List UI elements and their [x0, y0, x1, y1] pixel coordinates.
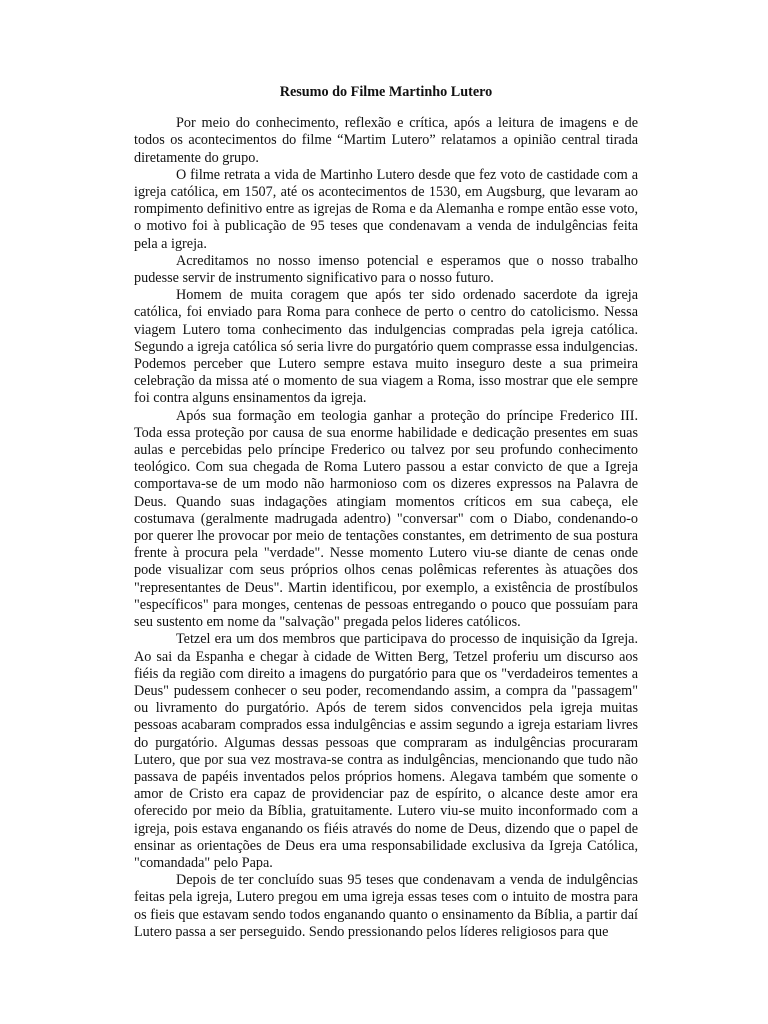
paragraph-intro: Por meio do conhecimento, reflexão e crítica, após a leitura de imagens e de todos os acontecimentos do filme “Martim Lutero” relatamos a opinião central tirada diretamente do grupo.: [134, 115, 638, 166]
paragraph-tetzel: Tetzel era um dos membros que participava do processo de inquisição da Igreja. Ao sai da Espanha e chegar à cidade de Witten Berg, Tetzel proferiu um discurso aos fiéis da região com direito a imagens do purgatório para que os "verdadeiros tementes a Deus" pudessem conhecer o seu poder, recomendando assim, a compra da "passagem" ou livramento do purgatório. Após de terem sidos convencidos pela igreja muitas pessoas acabaram comprados essa indulgências e assim segundo a igreja estariam livres do purgatório. Algumas dessas pessoas que compraram as indulgências procuraram Lutero, que por sua vez mostrava-se contra as indulgências, mencionando que tudo não passava de papéis inventados pelos próprios homens. Alegava também que somente o amor de Cristo era capaz de providenciar paz de espírito, o alcance deste amor era oferecido por meio da Bíblia, gratuitamente. Lutero viu-se muito inconformado com a igreja, pois estava enganando os fiéis através do nome de Deus, dizendo que o papel de ensinar as orientações de Deus era uma responsabilidade exclusiva da Igreja Católica, "comandada" pelo Papa.: [134, 631, 638, 871]
paragraph-rome-journey: Homem de muita coragem que após ter sido ordenado sacerdote da igreja católica, foi enviado para Roma para conhece de perto o centro do catolicismo. Nessa viagem Lutero toma conhecimento das indulgencias compradas pela igreja católica. Segundo a igreja católica só seria livre do purgatório quem comprasse essa indulgencias. Podemos perceber que Lutero sempre estava muito inseguro deste a sua primeira celebração da missa até o momento de sua viagem a Roma, isso mostrar que ele sempre foi contra alguns ensinamentos da igreja.: [134, 287, 638, 407]
document-body: [134, 84, 638, 941]
document-title: Resumo do Filme Martinho Lutero: [279, 84, 493, 100]
paragraph-potential: Acreditamos no nosso imenso potencial e esperamos que o nosso trabalho pudesse servir de instrumento significativo para o nosso futuro.: [134, 252, 638, 287]
paragraph-95-theses: Depois de ter concluído suas 95 teses que condenavam a venda de indulgências feitas pela igreja, Lutero pregou em uma igreja essas teses com o intuito de mostra para os fieis que estavam sendo todos enganando quanto o ensinamento da Bíblia, a partir daí Lutero passa a ser perseguido. Sendo pressionando pelos líderes religiosos para que: [134, 872, 638, 940]
paragraph-film-summary: O filme retrata a vida de Martinho Lutero desde que fez voto de castidade com a igreja católica, em 1507, até os acontecimentos de 1530, em Augsburg, que levaram ao rompimento definitivo entre as igrejas de Roma e da Alemanha e rompe então esse voto, o motivo foi à publicação de 95 teses que condenavam a venda de indulgências feita pela a igreja.: [134, 166, 638, 252]
paragraph-theology: Após sua formação em teologia ganhar a proteção do príncipe Frederico III. Toda essa proteção por causa de sua enorme habilidade e dedicação presentes em suas aulas e percebidas pelo príncipe Frederico ou talvez por seu profundo conhecimento teológico. Com sua chegada de Roma Lutero passou a estar convicto de que a Igreja comportava-se de um modo não harmonioso com os dizeres expressos na Palavra de Deus. Quando suas indagações atingiam momentos críticos em sua cabeça, ele costumava (geralmente madrugada adentro) "conversar" com o Diabo, condenando-o por querer lhe provocar por meio de tentações constantes, em detrimento de sua postura frente à procura pela "verdade". Nesse momento Lutero viu-se diante de cenas onde pode visualizar com seus próprios olhos cenas polêmicas referentes às atuações dos "representantes de Deus". Martin identificou, por exemplo, a existência de prostíbulos "específicos" para monges, centenas de pessoas entregando o pouco que possuíam para seu sustento em nome da "salvação" pregada pelos lideres católicos.: [134, 407, 638, 631]
